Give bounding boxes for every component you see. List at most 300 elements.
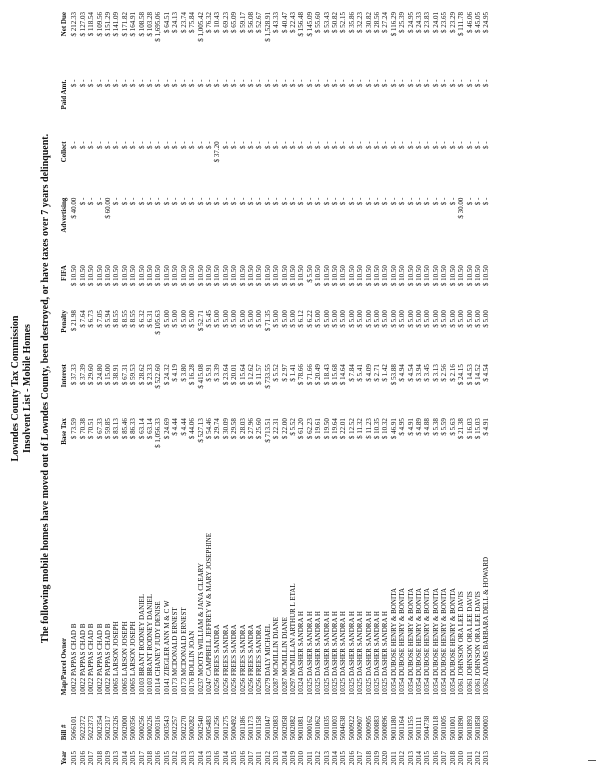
cell-bill: 5001003 bbox=[331, 715, 339, 741]
cell-net-due: $ 35.86 bbox=[347, 12, 356, 33]
cell-interest: $ 11.57 bbox=[255, 364, 264, 385]
cell-base-tax: $ 70.38 bbox=[78, 418, 87, 440]
column-header-paid: Paid Amt. bbox=[60, 79, 68, 110]
cell-penalty: $ 5.00 bbox=[246, 310, 255, 328]
table-row bbox=[230, 10, 238, 767]
table-row bbox=[306, 10, 314, 767]
table-row bbox=[466, 10, 474, 767]
cell-net-due: $ 28.56 bbox=[373, 12, 382, 33]
cell-bill: 5002000 bbox=[120, 715, 129, 741]
cell-base-tax: $ 10.32 bbox=[381, 418, 390, 440]
cell-year: 2017 bbox=[87, 751, 96, 765]
cell-fifa: $ 10.50 bbox=[129, 265, 138, 287]
cell-penalty: $ 5.00 bbox=[339, 310, 348, 328]
cell-paid: $ - bbox=[213, 79, 222, 88]
cell-penalty: $ 6.73 bbox=[87, 310, 96, 328]
cell-base-tax: $ 11.23 bbox=[364, 418, 373, 439]
table-row bbox=[197, 10, 205, 767]
cell-advertising: $ - bbox=[112, 197, 121, 206]
cell-owner: 10256 FREES SANDRA bbox=[221, 624, 230, 696]
cell-interest: $ 3.13 bbox=[431, 364, 440, 382]
cell-interest: $ 14.52 bbox=[473, 364, 482, 386]
table-row bbox=[264, 10, 272, 767]
cell-fifa: $ 10.50 bbox=[339, 265, 348, 287]
cell-bill: 5002354 bbox=[95, 715, 104, 741]
cell-penalty: $ 5.00 bbox=[213, 310, 222, 328]
table-row bbox=[180, 10, 188, 767]
cell-fifa: $ 10.50 bbox=[457, 265, 466, 287]
cell-advertising: $ 60.00 bbox=[104, 197, 113, 219]
cell-owner: 10325 DASHER SANDRA H bbox=[364, 611, 373, 696]
cell-bill: 5002540 bbox=[196, 715, 205, 741]
cell-net-due: $ 109.56 bbox=[95, 12, 104, 37]
cell-collect: $ - bbox=[465, 141, 474, 150]
cell-owner: 10324 DASHER SANDRA H bbox=[297, 611, 306, 696]
cell-year: 2016 bbox=[78, 751, 87, 765]
cell-collect: $ - bbox=[431, 141, 440, 150]
cell-base-tax: $ 28.03 bbox=[238, 418, 247, 440]
cell-owner: 10114 CHANEY JUDY DENISE bbox=[154, 601, 163, 696]
cell-advertising: $ - bbox=[230, 197, 239, 206]
cell-owner: 10361 JOHNSON ORA LEE DAVIS bbox=[457, 591, 466, 696]
cell-bill: 5000003 bbox=[482, 715, 491, 741]
cell-bill: 5001005 bbox=[440, 715, 449, 741]
cell-collect: $ - bbox=[146, 141, 155, 150]
cell-advertising: $ - bbox=[280, 197, 289, 206]
cell-year: 2015 bbox=[162, 751, 171, 765]
cell-interest: $ 2.97 bbox=[280, 364, 289, 382]
cell-penalty: $ 5.00 bbox=[331, 310, 339, 328]
cell-paid: $ - bbox=[120, 79, 129, 88]
cell-penalty: $ 5.00 bbox=[381, 310, 390, 328]
cell-interest: $ 3.45 bbox=[423, 364, 432, 382]
cell-paid: $ - bbox=[347, 79, 356, 88]
cell-bill: 5001001 bbox=[448, 715, 457, 741]
cell-paid: $ - bbox=[423, 79, 432, 88]
cell-penalty: $ 5.00 bbox=[288, 310, 297, 328]
cell-fifa: $ 10.50 bbox=[423, 265, 432, 287]
table-row bbox=[154, 10, 162, 767]
table-row bbox=[482, 10, 490, 767]
cell-collect: $ - bbox=[389, 141, 398, 150]
cell-paid: $ - bbox=[473, 79, 482, 88]
table-row bbox=[239, 10, 247, 767]
cell-collect: $ - bbox=[196, 141, 205, 150]
cell-bill: 5001173 bbox=[246, 716, 255, 741]
cell-bill: 5001275 bbox=[221, 715, 230, 741]
cell-advertising: $ - bbox=[129, 197, 138, 206]
cell-bill: 9001081 bbox=[297, 715, 306, 741]
cell-interest: $ 1.41 bbox=[288, 364, 297, 382]
table-row bbox=[213, 10, 221, 767]
cell-owner: 10237 MOOTS WILLIAM & JANA CLEARY bbox=[196, 562, 205, 696]
cell-advertising: $ 40.00 bbox=[70, 197, 79, 219]
cell-year: 2012 bbox=[473, 751, 482, 765]
cell-net-due: $ 164.91 bbox=[129, 12, 138, 37]
cell-interest: $ 3.94 bbox=[415, 364, 424, 382]
cell-collect: $ - bbox=[171, 141, 180, 150]
cell-owner: 10354 DUBOSE HENRY & BONITA bbox=[389, 587, 398, 696]
cell-bill: 5001186 bbox=[238, 716, 247, 741]
cell-owner: 10022 PAPPAS CHAD B bbox=[78, 623, 87, 696]
cell-fifa: $ 10.50 bbox=[465, 265, 474, 287]
column-header-interest: Interest bbox=[60, 364, 68, 388]
cell-net-due: $ 212.33 bbox=[70, 12, 79, 37]
cell-base-tax: $ 4.95 bbox=[398, 418, 407, 436]
cell-fifa: $ 10.50 bbox=[246, 265, 255, 287]
cell-paid: $ - bbox=[440, 79, 449, 88]
cell-bill: 5001062 bbox=[314, 715, 323, 741]
cell-collect: $ - bbox=[482, 141, 491, 150]
cell-collect: $ - bbox=[154, 141, 163, 150]
cell-owner: 10103 BRANT RODNEY DANIEL bbox=[137, 593, 146, 696]
cell-advertising: $ - bbox=[415, 197, 424, 206]
cell-advertising: $ - bbox=[95, 197, 104, 206]
cell-year: 2010 bbox=[297, 751, 306, 765]
cell-collect: $ - bbox=[398, 141, 407, 150]
cell-advertising: $ - bbox=[465, 197, 474, 206]
cell-penalty: $ 6.22 bbox=[305, 310, 314, 328]
cell-advertising: $ - bbox=[288, 197, 297, 206]
cell-interest: $ 18.43 bbox=[322, 364, 331, 386]
cell-advertising: $ - bbox=[238, 197, 247, 206]
cell-fifa: $ 10.50 bbox=[431, 265, 440, 287]
table-row bbox=[381, 10, 389, 767]
cell-advertising: $ - bbox=[431, 197, 440, 206]
cell-year: 2013 bbox=[188, 751, 197, 765]
cell-year: 2020 bbox=[381, 751, 390, 765]
cell-net-due: $ 43.33 bbox=[272, 12, 281, 33]
cell-paid: $ - bbox=[381, 79, 390, 88]
cell-advertising: $ - bbox=[171, 197, 180, 206]
table-row bbox=[356, 10, 364, 767]
table-row bbox=[138, 10, 146, 767]
cell-net-due: $ 50.82 bbox=[331, 12, 339, 33]
cell-advertising: $ - bbox=[482, 197, 491, 206]
cell-base-tax: $ 30.09 bbox=[221, 418, 230, 440]
cell-paid: $ - bbox=[406, 79, 415, 88]
cell-interest: $ 37.33 bbox=[70, 364, 79, 386]
cell-bill: 5001893 bbox=[465, 715, 474, 741]
cell-interest: $ 12.62 bbox=[246, 364, 255, 386]
table-row bbox=[407, 10, 415, 767]
cell-owner: 10256 FREES SANDRA bbox=[230, 624, 239, 696]
cell-bill: 5001256 bbox=[213, 715, 222, 741]
cell-net-due: $ 52.15 bbox=[339, 12, 348, 33]
table-row bbox=[440, 10, 448, 767]
column-header-year: Year bbox=[60, 751, 68, 765]
cell-penalty: $ 5.00 bbox=[162, 310, 171, 328]
cell-owner: 10354 DUBOSE HENRY & BONITA bbox=[406, 587, 415, 696]
cell-net-due: $ 52.67 bbox=[255, 12, 264, 33]
cell-interest: $ 78.66 bbox=[297, 364, 306, 386]
cell-advertising: $ - bbox=[263, 197, 272, 206]
cell-base-tax: $ 61.20 bbox=[297, 418, 306, 440]
cell-fifa: $ 10.50 bbox=[347, 265, 356, 287]
cell-penalty: $ 5.00 bbox=[448, 310, 457, 328]
cell-fifa: $ 10.50 bbox=[137, 265, 146, 287]
cell-net-due: $ 23.29 bbox=[448, 12, 457, 33]
cell-owner: 10022 PAPPAS CHAD B bbox=[95, 623, 104, 696]
cell-net-due: $ 65.09 bbox=[230, 12, 239, 33]
cell-interest: $ 20.49 bbox=[314, 364, 323, 386]
cell-interest: $ 15.00 bbox=[104, 364, 113, 386]
cell-interest: $ 415.08 bbox=[196, 364, 205, 389]
cell-fifa: $ 10.50 bbox=[104, 265, 113, 287]
cell-year: 2015 bbox=[339, 751, 348, 765]
cell-year: 2014 bbox=[221, 751, 230, 765]
cell-base-tax: $ 4.44 bbox=[179, 418, 188, 436]
cell-paid: $ - bbox=[255, 79, 264, 88]
table-row bbox=[474, 10, 482, 767]
cell-interest: $ 20.01 bbox=[230, 364, 239, 386]
cell-net-due: $ 46.06 bbox=[465, 12, 474, 33]
cell-year: 2014 bbox=[280, 751, 289, 765]
cell-paid: $ - bbox=[465, 79, 474, 88]
cell-paid: $ - bbox=[171, 79, 180, 88]
cell-collect: $ - bbox=[373, 141, 382, 150]
cell-advertising: $ - bbox=[373, 197, 382, 206]
cell-collect: $ - bbox=[78, 141, 87, 150]
cell-bill: 5000356 bbox=[129, 715, 138, 741]
cell-year: 2014 bbox=[120, 751, 129, 765]
cell-base-tax: $ 73.59 bbox=[70, 418, 79, 440]
cell-base-tax: $ 5.59 bbox=[440, 418, 449, 436]
cell-base-tax: $ 62.23 bbox=[305, 418, 314, 440]
cell-owner: 10065 LARSON JOSEPH bbox=[129, 621, 138, 696]
cell-fifa: $ 10.50 bbox=[146, 265, 155, 287]
cell-net-due: $ 24.33 bbox=[415, 12, 424, 33]
cell-paid: $ - bbox=[398, 79, 407, 88]
cell-interest: $ 3.39 bbox=[213, 364, 222, 382]
cell-fifa: $ 10.50 bbox=[179, 265, 188, 287]
cell-bill: 9001890 bbox=[457, 715, 466, 741]
cell-fifa: $ 10.50 bbox=[356, 265, 365, 287]
cell-collect: $ - bbox=[255, 141, 264, 150]
cell-fifa: $ 10.50 bbox=[213, 265, 222, 287]
cell-base-tax: $ 5.52 bbox=[288, 418, 297, 436]
cell-base-tax: $ 713.51 bbox=[263, 418, 272, 443]
cell-year: 2011 bbox=[389, 751, 398, 765]
cell-advertising: $ - bbox=[364, 197, 373, 206]
cell-collect: $ - bbox=[457, 141, 466, 150]
cell-base-tax: $ 10.35 bbox=[373, 418, 382, 440]
cell-penalty: $ 6.31 bbox=[146, 310, 155, 328]
cell-bill: 9001180 bbox=[389, 716, 398, 741]
cell-owner: 10256 FREES SANDRA bbox=[238, 624, 247, 696]
table-row bbox=[171, 10, 179, 767]
table-row bbox=[423, 10, 431, 767]
cell-paid: $ - bbox=[129, 79, 138, 88]
cell-owner: 10325 DASHER SANDRA H bbox=[373, 611, 382, 696]
cell-bill: 5000896 bbox=[381, 715, 390, 741]
cell-year: 2018 bbox=[448, 751, 457, 765]
cell-fifa: $ 10.50 bbox=[381, 265, 390, 287]
cell-net-due: $ 64.51 bbox=[162, 12, 171, 33]
column-header-fifa: FIFA bbox=[60, 265, 68, 281]
cell-net-due: $ 24.01 bbox=[431, 12, 440, 33]
cell-year: 2011 bbox=[305, 751, 314, 765]
cell-bill: 5022373 bbox=[87, 715, 96, 741]
table-row bbox=[365, 10, 373, 767]
cell-net-due: $ 32.23 bbox=[356, 12, 365, 33]
cell-year: 2016 bbox=[347, 751, 356, 765]
cell-collect: $ - bbox=[406, 141, 415, 150]
cell-paid: $ - bbox=[162, 79, 171, 88]
cell-base-tax: $ 63.14 bbox=[137, 418, 146, 440]
cell-base-tax: $ 22.01 bbox=[339, 418, 348, 440]
cell-advertising: $ - bbox=[204, 197, 213, 206]
cell-bill: 5002058 bbox=[280, 715, 289, 741]
cell-advertising: $ - bbox=[179, 197, 188, 206]
cell-base-tax: $ 22.31 bbox=[272, 418, 281, 440]
cell-owner: 10297 MCMILLAN ARTHUR L ETAL bbox=[288, 583, 297, 696]
cell-penalty: $ 8.55 bbox=[129, 310, 138, 328]
table-row bbox=[390, 10, 398, 767]
cell-owner: 10256 FREES SANDRA bbox=[255, 624, 264, 696]
cell-penalty: $ 5.00 bbox=[230, 310, 239, 328]
cell-interest: $ 23.33 bbox=[146, 364, 155, 386]
cell-owner: 10325 DASHER SANDRA H bbox=[322, 611, 331, 696]
cell-year: 2012 bbox=[398, 751, 407, 765]
cell-bill: 5000922 bbox=[347, 715, 356, 741]
cell-collect: $ - bbox=[314, 141, 323, 150]
cell-advertising: $ - bbox=[137, 197, 146, 206]
cell-penalty: $ 8.55 bbox=[112, 310, 121, 328]
cell-net-due: $ 151.29 bbox=[104, 12, 113, 37]
cell-paid: $ - bbox=[112, 79, 121, 88]
cell-base-tax: $ 24.69 bbox=[162, 418, 171, 440]
cell-paid: $ - bbox=[221, 79, 230, 88]
cell-advertising: $ - bbox=[87, 197, 96, 206]
column-header-owner: Map/Parcel Owner bbox=[60, 638, 68, 696]
cell-fifa: $ 10.50 bbox=[154, 265, 163, 287]
cell-net-due: $ 127.03 bbox=[78, 12, 87, 37]
cell-advertising: $ - bbox=[331, 197, 339, 206]
cell-penalty: $ 21.98 bbox=[70, 310, 79, 332]
cell-owner: 10022 PAPPAS CHAD B bbox=[87, 623, 96, 696]
cell-paid: $ - bbox=[288, 79, 297, 88]
cell-year: 2019 bbox=[288, 751, 297, 765]
document-subtitle: Insolvent List - Mobile Homes bbox=[22, 324, 33, 453]
cell-fifa: $ 10.50 bbox=[196, 265, 205, 287]
cell-interest: $ 71.66 bbox=[305, 364, 314, 386]
cell-interest: $ 2.16 bbox=[448, 364, 457, 382]
column-header-advertising: Advertising bbox=[60, 197, 68, 233]
cell-interest: $ 7.84 bbox=[347, 364, 356, 382]
cell-base-tax: $ 70.51 bbox=[87, 418, 96, 440]
cell-fifa: $ 10.50 bbox=[288, 265, 297, 287]
table-row bbox=[129, 10, 137, 767]
cell-base-tax: $ 29.74 bbox=[213, 418, 222, 440]
cell-penalty: $ 5.00 bbox=[440, 310, 449, 328]
cell-owner: 10173 MCDONALD ERNEST bbox=[171, 607, 180, 696]
cell-net-due: $ 30.82 bbox=[364, 12, 373, 33]
cell-collect: $ - bbox=[347, 141, 356, 150]
cell-paid: $ - bbox=[179, 79, 188, 88]
cell-collect: $ - bbox=[179, 141, 188, 150]
cell-net-due: $ 69.23 bbox=[221, 12, 230, 33]
table-row bbox=[457, 10, 465, 767]
cell-year: 2013 bbox=[482, 751, 491, 765]
cell-paid: $ - bbox=[95, 79, 104, 88]
cell-penalty: $ 5.00 bbox=[188, 310, 197, 328]
cell-base-tax: $ 54.46 bbox=[204, 418, 213, 440]
cell-year: 2013 bbox=[112, 751, 121, 765]
page-mark bbox=[588, 760, 596, 761]
cell-collect: $ - bbox=[137, 141, 146, 150]
cell-interest: $ 3.80 bbox=[179, 364, 188, 382]
cell-bill: 5002083 bbox=[272, 715, 281, 741]
cell-paid: $ - bbox=[364, 79, 373, 88]
cell-interest: $ 59.53 bbox=[129, 364, 138, 386]
cell-collect: $ - bbox=[120, 141, 129, 150]
cell-penalty: $ 5.00 bbox=[238, 310, 247, 328]
cell-year: 2018 bbox=[95, 751, 104, 765]
cell-fifa: $ 10.50 bbox=[188, 265, 197, 287]
cell-penalty: $ 5.00 bbox=[347, 310, 356, 328]
cell-penalty: $ 5.00 bbox=[457, 310, 466, 328]
cell-bill: 5066101 bbox=[70, 715, 79, 741]
column-header-base-tax: Base Tax bbox=[60, 418, 68, 445]
table-row bbox=[104, 10, 112, 767]
cell-interest: $ 5.41 bbox=[356, 364, 365, 382]
cell-paid: $ - bbox=[238, 79, 247, 88]
cell-owner: 10065 LARSON JOSEPH bbox=[120, 621, 129, 696]
cell-bill: 5000226 bbox=[146, 715, 155, 741]
table-row bbox=[339, 10, 347, 767]
cell-fifa: $ 10.50 bbox=[440, 265, 449, 287]
cell-interest: $ 24.32 bbox=[162, 364, 171, 386]
cell-paid: $ - bbox=[196, 79, 205, 88]
cell-owner: 10354 DUBOSE HENRY & BONITA bbox=[448, 587, 457, 696]
cell-advertising: $ - bbox=[255, 197, 264, 206]
cell-net-due: $ 10.43 bbox=[213, 12, 222, 33]
cell-base-tax: $ 29.58 bbox=[230, 418, 239, 440]
cell-collect: $ - bbox=[322, 141, 331, 150]
cell-fifa: $ 10.50 bbox=[255, 265, 264, 287]
cell-net-due: $ 103.28 bbox=[146, 12, 155, 37]
cell-collect: $ - bbox=[104, 141, 113, 150]
cell-fifa: $ 10.50 bbox=[398, 265, 407, 287]
cell-penalty: $ 52.71 bbox=[196, 310, 205, 332]
cell-owner: 10361 JOHNSON ORA LEE DAVIS bbox=[473, 591, 482, 696]
cell-collect: $ - bbox=[112, 141, 121, 150]
cell-owner: 10325 DASHER SANDRA H bbox=[305, 611, 314, 696]
cell-year: 2017 bbox=[356, 751, 365, 765]
table-body bbox=[70, 10, 490, 767]
cell-advertising: $ - bbox=[272, 197, 281, 206]
cell-year: 2011 bbox=[255, 751, 264, 765]
cell-collect: $ - bbox=[415, 141, 424, 150]
cell-base-tax: $ 16.03 bbox=[465, 418, 474, 440]
cell-year: 2017 bbox=[137, 751, 146, 765]
cell-penalty: $ 8.55 bbox=[120, 310, 129, 328]
cell-owner: 10141 ZIEGLER ANN M & C W bbox=[162, 600, 171, 696]
table-row bbox=[432, 10, 440, 767]
cell-bill: 5003543 bbox=[162, 715, 171, 741]
cell-base-tax: $ 22.00 bbox=[280, 418, 289, 440]
cell-paid: $ - bbox=[246, 79, 255, 88]
cell-interest: $ 29.60 bbox=[87, 364, 96, 386]
cell-net-due: $ 24.95 bbox=[406, 12, 415, 33]
cell-penalty: $ 5.00 bbox=[465, 310, 474, 328]
cell-net-due: $ 1,528.91 bbox=[263, 12, 272, 42]
cell-owner: 10065 LARSON JOSEPH bbox=[112, 621, 121, 696]
cell-collect: $ - bbox=[263, 141, 272, 150]
cell-year: 2012 bbox=[263, 751, 272, 765]
cell-owner: 10325 DASHER SANDRA H bbox=[314, 611, 323, 696]
